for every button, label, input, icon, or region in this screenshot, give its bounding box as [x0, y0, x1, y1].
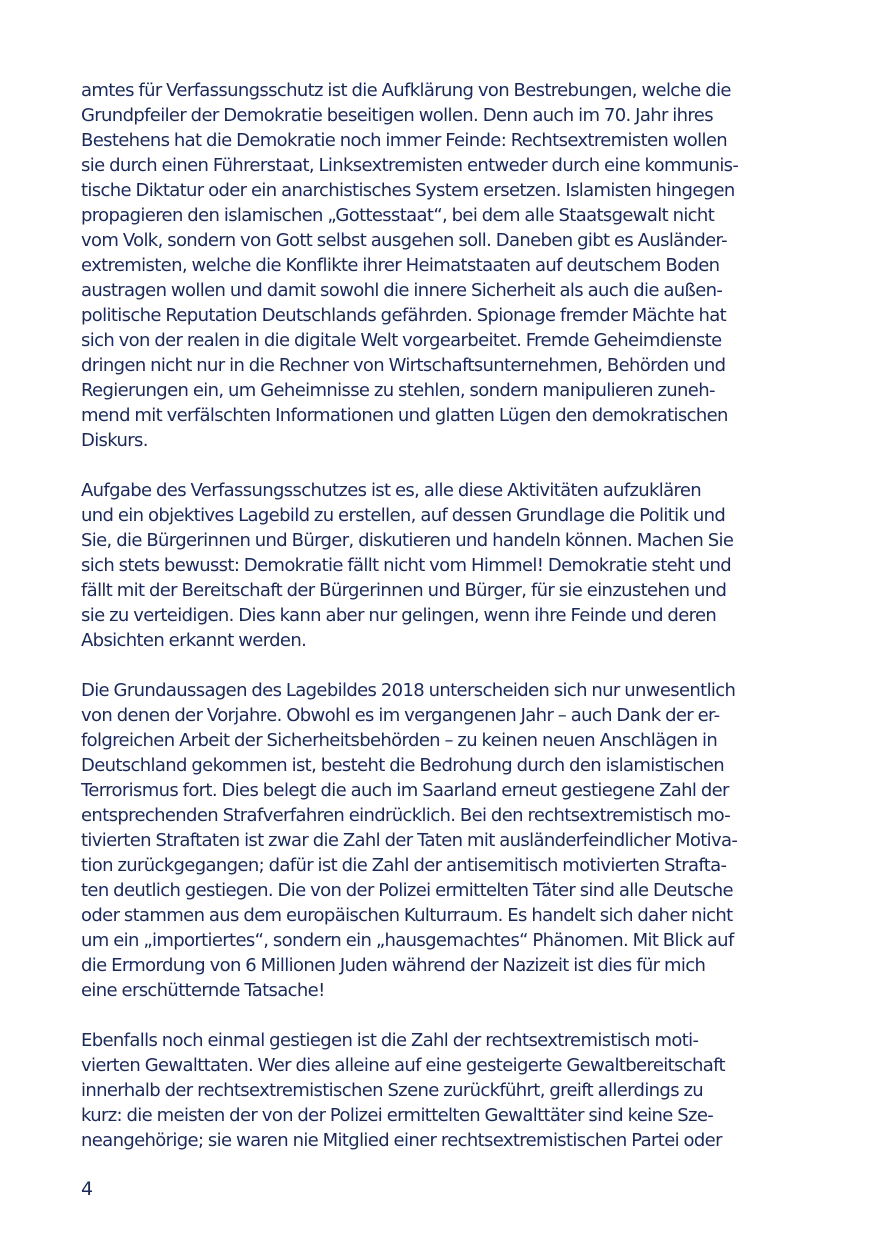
text-line: folgreichen Arbeit der Sicherheitsbehörden – zu keinen neuen Anschlägen in [81, 730, 718, 751]
paragraph [81, 678, 801, 1003]
text-line: neangehörige; sie waren nie Mitglied einer rechtsextremistischen Partei oder [81, 1130, 722, 1151]
text-line: extremisten, welche die Konflikte ihrer Heimatstaaten auf deutschem Boden [81, 255, 720, 276]
text-line: eine erschütternde Tatsache! [81, 980, 325, 1001]
document-body [81, 78, 801, 1178]
text-line: kurz: die meisten der von der Polizei ermittelten Gewalttäter sind keine Sze- [81, 1105, 714, 1126]
text-line: und ein objektives Lagebild zu erstellen, auf dessen Grundlage die Politik und [81, 505, 726, 526]
paragraph [81, 478, 801, 653]
text-line: vom Volk, sondern von Gott selbst ausgehen soll. Daneben gibt es Ausländer- [81, 230, 727, 251]
text-line: Sie, die Bürgerinnen und Bürger, diskutieren und handeln können. Machen Sie [81, 530, 734, 551]
text-line: austragen wollen und damit sowohl die innere Sicherheit als auch die außen- [81, 280, 723, 301]
text-line: Regierungen ein, um Geheimnisse zu stehlen, sondern manipulieren zuneh- [81, 380, 715, 401]
text-line: fällt mit der Bereitschaft der Bürgerinnen und Bürger, für sie einzustehen und [81, 580, 727, 601]
text-line: oder stammen aus dem europäischen Kulturraum. Es handelt sich daher nicht [81, 905, 733, 926]
text-line: tion zurückgegangen; dafür ist die Zahl der antisemitisch motivierten Strafta- [81, 855, 727, 876]
text-line: ten deutlich gestiegen. Die von der Polizei ermittelten Täter sind alle Deutsche [81, 880, 733, 901]
text-line: entsprechenden Strafverfahren eindrücklich. Bei den rechtsextremistisch mo- [81, 805, 731, 826]
text-line: Deutschland gekommen ist, besteht die Bedrohung durch den islamistischen [81, 755, 725, 776]
text-line: mend mit verfälschten Informationen und glatten Lügen den demokratischen [81, 405, 728, 426]
text-line: Absichten erkannt werden. [81, 630, 307, 651]
text-line: tische Diktatur oder ein anarchistisches System ersetzen. Islamisten hingegen [81, 180, 735, 201]
page-number: 4 [81, 1178, 94, 1200]
text-line: Aufgabe des Verfassungsschutzes ist es, alle diese Aktivitäten aufzuklären [81, 480, 702, 501]
text-line: Die Grundaussagen des Lagebildes 2018 unterscheiden sich nur unwesentlich [81, 680, 736, 701]
text-line: dringen nicht nur in die Rechner von Wirtschaftsunternehmen, Behörden und [81, 355, 726, 376]
text-line: Diskurs. [81, 430, 148, 451]
text-line: innerhalb der rechtsextremistischen Szene zurückführt, greift allerdings zu [81, 1080, 704, 1101]
text-line: Terrorismus fort. Dies belegt die auch im Saarland erneut gestiegene Zahl der [81, 780, 729, 801]
text-line: tivierten Straftaten ist zwar die Zahl der Taten mit ausländerfeindlicher Motiva- [81, 830, 738, 851]
text-line: Grundpfeiler der Demokratie beseitigen wollen. Denn auch im 70. Jahr ihres [81, 105, 713, 126]
text-line: Ebenfalls noch einmal gestiegen ist die Zahl der rechtsextremistisch moti- [81, 1030, 699, 1051]
paragraph [81, 1028, 801, 1153]
text-line: sich von der realen in die digitale Welt vorgearbeitet. Fremde Geheimdienste [81, 330, 722, 351]
paragraph [81, 78, 801, 453]
text-line: vierten Gewalttaten. Wer dies alleine auf eine gesteigerte Gewaltbereitschaft [81, 1055, 725, 1076]
text-line: sie durch einen Führerstaat, Linksextremisten entweder durch eine kommunis- [81, 155, 739, 176]
text-line: Bestehens hat die Demokratie noch immer Feinde: Rechtsextremisten wollen [81, 130, 728, 151]
text-line: politische Reputation Deutschlands gefährden. Spionage fremder Mächte hat [81, 305, 726, 326]
text-line: sie zu verteidigen. Dies kann aber nur gelingen, wenn ihre Feinde und deren [81, 605, 717, 626]
text-line: sich stets bewusst: Demokratie fällt nicht vom Himmel! Demokratie steht und [81, 555, 732, 576]
text-line: propagieren den islamischen „Gottesstaat“, bei dem alle Staatsgewalt nicht [81, 205, 715, 226]
text-line: von denen der Vorjahre. Obwohl es im vergangenen Jahr – auch Dank der er- [81, 705, 720, 726]
text-line: amtes für Verfassungsschutz ist die Aufklärung von Bestrebungen, welche die [81, 80, 731, 101]
text-line: um ein „importiertes“, sondern ein „hausgemachtes“ Phänomen. Mit Blick auf [81, 930, 734, 951]
text-line: die Ermordung von 6 Millionen Juden während der Nazizeit ist dies für mich [81, 955, 706, 976]
